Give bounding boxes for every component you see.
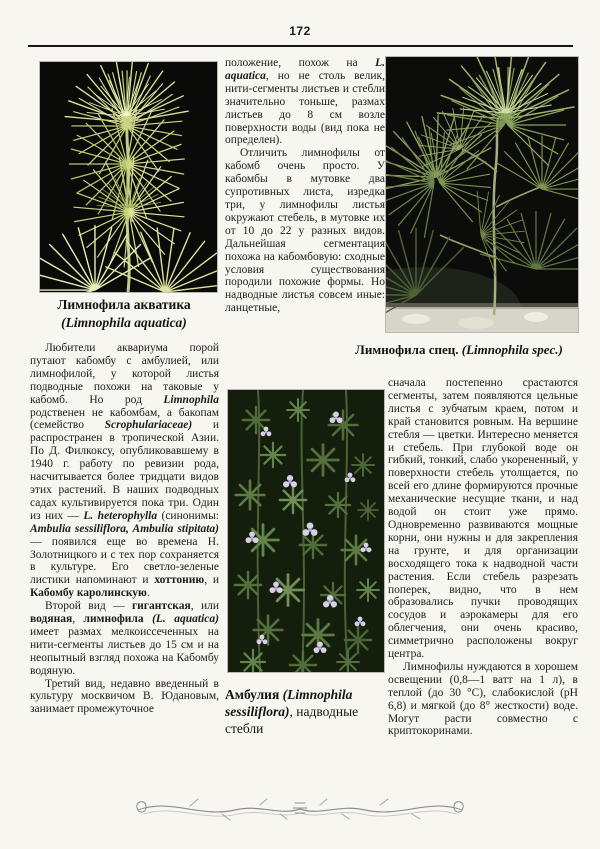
text-run: Лимнофилы нуждаются в хорошем освещении (0,8—1 ватт на 1 л), в теплой (до 30 °С), слабокислой (pH 6,8) и мягкой (до 8° жесткости) воде. Могут расти совместно с криптокоринами. [388, 660, 578, 738]
text-run: водяная [30, 613, 73, 626]
text-run: L. heterophylla [83, 509, 158, 522]
paragraph [225, 57, 385, 147]
text-run: Третий вид, недавно введенный в культуру москвичом В. Юдановым, занимает промежуточное [30, 677, 219, 716]
header-rule [28, 45, 573, 47]
text-run: L. aquatica [225, 57, 385, 82]
text-run: , надводные стебли [225, 704, 359, 736]
text-run [144, 613, 152, 625]
text-run: Scrophulariaceae) [104, 419, 193, 432]
text-run: (синонимы: [157, 509, 219, 522]
footer-flourish-ornament [130, 792, 470, 826]
text-run: Ambulia sessiliflora, Ambulia stipitata) [30, 522, 219, 535]
text-run: Второй вид — [45, 600, 132, 613]
text-run: , и [204, 574, 220, 587]
text-run: родственен не кабомбам, а бакопам (семейство [30, 406, 219, 432]
caption-aquatica [28, 296, 220, 332]
text-run: . [146, 587, 150, 600]
paragraph [30, 342, 219, 600]
text-run: , или [190, 600, 219, 613]
text-run: , но не столь велик, нити-сегменты листьев и стебли значительно тоньше, размах листьев до 8 см возле поверхности воды (вид пока не определен). [225, 69, 385, 147]
caption-aquatica-russian: Лимнофила акватика [57, 297, 191, 312]
text-run: гигантская [131, 600, 191, 613]
paragraph [225, 147, 385, 315]
text-run: — появился еще во времена Н. Золотницкого и с тех пор сохраняется в культуре. Его светло-зеленые листики напоминают и [30, 535, 219, 587]
paragraph [30, 600, 219, 677]
text-run: (Limnophila sessiliflora) [225, 687, 353, 719]
text-run: Любители аквариума порой путают кабомбу с амбулией, или лимнофилой, у которой листья подводные похожи на таковые у кабомб. Но род [30, 342, 219, 406]
text-run: Лимнофила спец. [355, 342, 462, 357]
photo-limnophila-aquatica [40, 62, 217, 292]
photo-limnophila-spec [386, 57, 578, 332]
text-run: Кабомбу каролинскую [30, 587, 147, 600]
text-run: хоттонию [154, 574, 205, 587]
caption-spec [338, 341, 580, 359]
paragraph [388, 661, 578, 738]
text-run: Амбулия [225, 687, 283, 702]
caption-aquatica-latin: (Limnophila aquatica) [61, 315, 187, 330]
text-run: лимнофила [83, 613, 144, 626]
text-run: (Limnophila spec.) [461, 342, 563, 357]
text-run: Limnophila [163, 393, 219, 406]
text-run: положение, похож на [225, 57, 376, 69]
photo-limnophila-sessiliflora [228, 390, 384, 672]
paragraph [30, 678, 219, 717]
page-number: 172 [289, 24, 311, 38]
aquatica-plant-illustration [40, 62, 217, 292]
text-run: , [72, 613, 84, 626]
text-run: имеет размах мелкоиссеченных на нити-сегменты листьев до 15 см и на неопытный взгляд похожа на Кабомбу водяную. [30, 625, 219, 677]
text-run: сначала постепенно срастаются сегменты, затем появляются цельные листья с зубчатым краем, потом и край становится ровным. На вершине стебля — цветки. Интересно меняется и стебель. При глубокой воде он гибкий, тонкий, слабо укорененный, у поверхности стебель утолщается, по всей его длине формируются прочные механические несущие ткани, и над водой он стоит уже прямо. Одновременно развиваются мощные корни, они нужны и для закрепления на грунте, и для организации восходящего тока к надводной части растения. Если стебель разрезать поперек, видно, что в нем образовались пучки проводящих сосудов и аэрокамеры для его облегчения, они очень красиво, симметрично расположены вокруг центра. [388, 377, 578, 661]
text-column-middle [225, 57, 385, 315]
paragraph [388, 377, 578, 661]
caption-sessiliflora [225, 686, 393, 737]
text-run: Отличить лимнофилы от кабомб очень просто. У кабомбы в мутовке два супротивных листа, изредка три, у лимнофилы листья окружают стебель, в мутовке их от 10 до 22 у разных видов. Дальнейшая сегментация похожа на кабомбовую: сходные условия существования породили похожие формы. Но надводные листья совсем иные: ланцетные, [225, 147, 385, 315]
text-column-left [30, 342, 219, 716]
text-column-right [388, 377, 578, 738]
text-run: и распространен в тропической Азии. По Д. Филкоксу, опубликовавшему в 1940 г. работу по ревизии рода, насчитывается более тридцати видов этих растений. В наших подводных садах культивируется пока три. Один из них — [30, 419, 220, 522]
spec-plant-illustration [386, 57, 578, 332]
text-run: (L. aquatica) [152, 613, 219, 626]
flourish-icon [130, 792, 470, 826]
sessiliflora-plant-illustration [228, 390, 384, 672]
